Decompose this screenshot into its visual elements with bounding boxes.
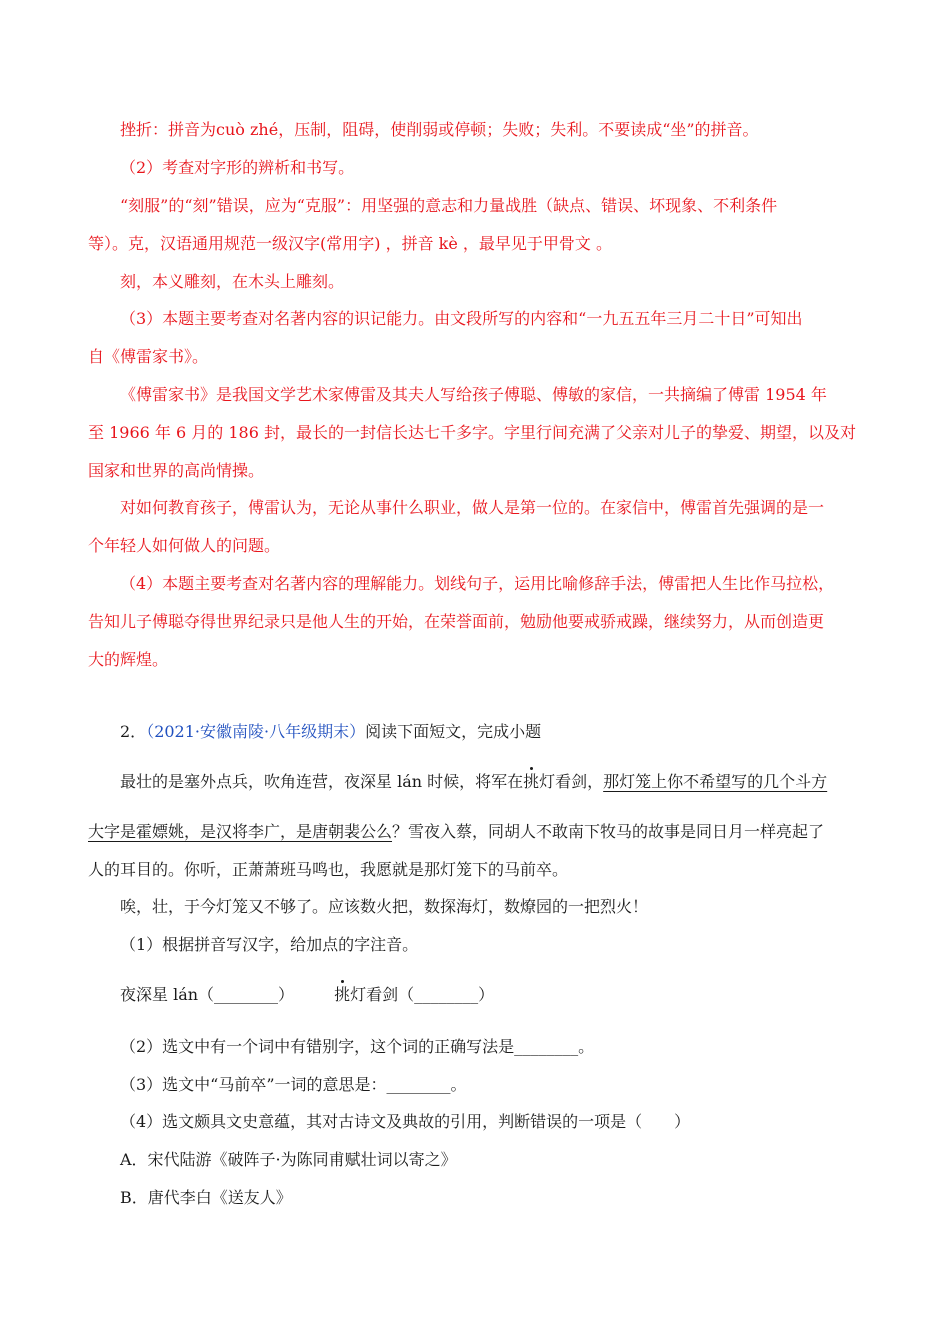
answer-paragraph: 对如何教育孩子，傅雷认为，无论从事什么职业，做人是第一位的。在家信中，傅雷首先强调的是一 <box>120 498 825 517</box>
sub-question-2: （2）选文中有一个词中有错别字，这个词的正确写法是________。 <box>120 1037 595 1056</box>
sub-question-1: （1）根据拼音写汉字，给加点的字注音。 <box>120 935 419 954</box>
dotted-character: 挑 <box>334 985 351 1004</box>
underlined-sentence: 那灯笼上你不希望写的几个斗方 <box>603 772 828 791</box>
question-source: （2021·安徽南陵·八年级期末） <box>146 722 366 741</box>
answer-paragraph: （2）考查对字形的辨析和书写。 <box>120 158 355 177</box>
passage-line: 唉，壮，于今灯笼又不够了。应该数火把，数探海灯，数燎园的一把烈火！ <box>120 897 649 916</box>
blank-item-2: 灯看剑（________） <box>350 985 495 1004</box>
passage-line <box>120 772 868 792</box>
answer-paragraph-continuation: 自《傅雷家书》。 <box>88 347 209 366</box>
answer-paragraph: 刻，本义雕刻，在木头上雕刻。 <box>120 272 345 291</box>
dotted-character: 挑 <box>523 772 540 791</box>
answer-paragraph: 《傅雷家书》是我国文学艺术家傅雷及其夫人写给孩子傅聪、傅敏的家信，一共摘编了傅雷 1954 年 <box>120 385 827 404</box>
passage-text: ？雪夜入蔡，同胡人不敢南下牧马的故事是同日月一样亮起了 <box>392 822 825 841</box>
underlined-sentence: 大字是霍嫖姚，是汉将李广，是唐朝裴公么 <box>88 822 393 841</box>
answer-paragraph: （4）本题主要考查对名著内容的理解能力。划线句子，运用比喻修辞手法，傅雷把人生比作马拉松， <box>120 574 835 593</box>
fill-blanks-row <box>120 985 868 1005</box>
answer-paragraph: 挫折：拼音为cuò zhé，压制，阻碍，使削弱或停顿；失败；失利。不要读成“坐”的拼音。 <box>120 120 759 139</box>
question-header <box>120 722 868 742</box>
answer-paragraph-continuation: 国家和世界的高尚情操。 <box>88 461 265 480</box>
answer-paragraph: （3）本题主要考查对名著内容的识记能力。由文段所写的内容和“一九五五年三月二十日”可知出 <box>120 309 803 328</box>
passage-line <box>88 822 868 842</box>
answer-paragraph: “刻服”的“刻”错误，应为“克服”：用坚强的意志和力量战胜（缺点、错误、坏现象、不利条件 <box>120 196 778 215</box>
passage-text: 最壮的是塞外点兵，吹角连营，夜深星 lán 时候，将军在 <box>120 772 524 791</box>
question-number: 2． <box>120 722 147 741</box>
option-b: B．唐代李白《送友人》 <box>120 1188 292 1207</box>
sub-question-3: （3）选文中“马前卒”一词的意思是：________。 <box>120 1075 467 1094</box>
answer-paragraph-continuation: 告知儿子傅聪夺得世界纪录只是他人生的开始，在荣誉面前，勉励他要戒骄戒躁，继续努力，从而创造更 <box>88 612 825 631</box>
answer-paragraph-continuation: 个年轻人如何做人的问题。 <box>88 536 281 555</box>
passage-text: 灯看剑， <box>539 772 604 791</box>
blank-item-1: 夜深星 lán（________） <box>120 985 295 1004</box>
passage-line: 人的耳目的。你听，正萧萧班马鸣也，我愿就是那灯笼下的马前卒。 <box>88 860 569 879</box>
sub-question-4: （4）选文颇具文史意蕴，其对古诗文及典故的引用，判断错误的一项是（ ） <box>120 1112 691 1131</box>
option-a: A．宋代陆游《破阵子·为陈同甫赋壮词以寄之》 <box>120 1150 457 1169</box>
question-instruction: 阅读下面短文，完成小题 <box>365 722 542 741</box>
answer-paragraph-continuation: 大的辉煌。 <box>88 650 169 669</box>
answer-paragraph-continuation: 至 1966 年 6 月的 186 封，最长的一封信长达七千多字。字里行间充满了父亲对儿子的挚爱、期望，以及对 <box>88 423 856 442</box>
answer-paragraph-continuation: 等）。克，汉语通用规范一级汉字(常用字) ，拼音 kè ，最早见于甲骨文 。 <box>88 234 612 253</box>
